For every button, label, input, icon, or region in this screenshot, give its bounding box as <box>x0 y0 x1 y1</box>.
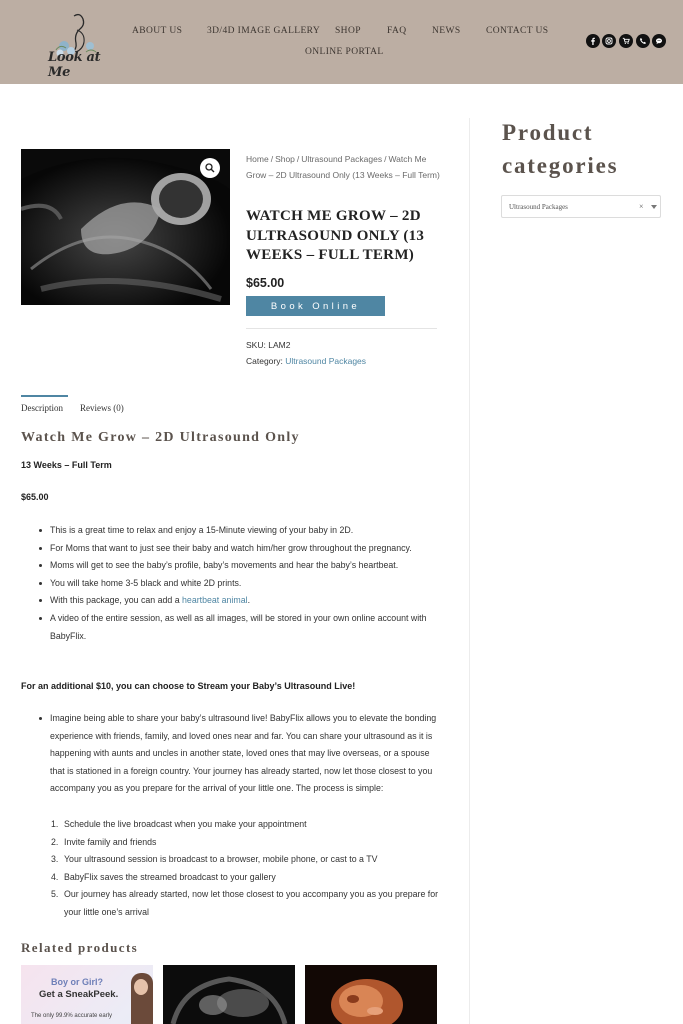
card-line1: Boy or Girl? <box>51 977 104 987</box>
site-header <box>0 0 683 84</box>
divider <box>246 328 437 329</box>
heartbeat-animal-link[interactable]: heartbeat animal <box>182 595 248 606</box>
phone-icon[interactable] <box>636 34 650 48</box>
list-item: Moms will get to see the baby’s profile, baby’s movements and hear the baby’s heartbeat. <box>21 557 441 575</box>
list-item: 5. Our journey has already started, now let those closest to you accompany you as you prepare for your little one’s arrival <box>51 889 439 917</box>
card-line3: The only 99.9% accurate early <box>31 1013 113 1019</box>
chevron-down-icon[interactable] <box>651 205 657 209</box>
product-title: WATCH ME GROW – 2D ULTRASOUND ONLY (13 WEEKS – FULL TERM) <box>246 208 425 263</box>
sku-value: LAM2 <box>268 340 291 350</box>
nav-contact-us[interactable]: CONTACT US <box>486 26 549 36</box>
tab-description[interactable]: Description <box>21 403 63 413</box>
breadcrumb-shop[interactable]: Shop <box>275 154 295 164</box>
product-sku: SKU: LAM2 <box>246 340 291 350</box>
nav-faq[interactable]: FAQ <box>387 26 407 36</box>
stream-list <box>21 710 441 798</box>
list-item: 2. Invite family and friends <box>51 836 157 847</box>
related-heading: Related products <box>21 940 139 955</box>
related-product-2d[interactable] <box>163 965 295 1024</box>
sidebar-divider <box>469 118 470 1024</box>
nav-shop[interactable]: SHOP <box>335 26 361 36</box>
facebook-icon[interactable] <box>586 34 600 48</box>
breadcrumb-category[interactable]: Ultrasound Packages <box>301 154 383 164</box>
nav-online-portal[interactable]: ONLINE PORTAL <box>305 47 384 57</box>
chat-icon[interactable] <box>652 34 666 48</box>
feature-list <box>21 522 441 645</box>
sidebar-title: Product categories <box>502 120 619 178</box>
list-item: A video of the entire session, as well as all images, will be stored in your own online account with BabyFlix. <box>21 610 441 645</box>
breadcrumb-current: Watch Me Grow – 2D Ultrasound Only (13 Weeks – Full Term) <box>246 154 440 180</box>
stream-heading: For an additional $10, you can choose to Stream your Baby’s Ultrasound Live! <box>21 681 356 691</box>
category-select[interactable] <box>501 195 661 218</box>
cart-icon[interactable] <box>619 34 633 48</box>
active-tab-indicator <box>21 395 68 397</box>
breadcrumb: Home / Shop / Ultrasound Packages / Watch Me Grow – 2D Ultrasound Only (13 Weeks – Full Term) <box>246 154 440 180</box>
site-logo[interactable] <box>44 10 114 80</box>
list-item: For Moms that want to just see their baby and watch him/her grow throughout the pregnancy. <box>21 540 441 558</box>
nav-about-us[interactable]: ABOUT US <box>132 26 183 36</box>
related-product-sneakpeek[interactable] <box>21 965 153 1024</box>
card-line2: Get a SneakPeek. <box>39 989 119 1000</box>
description-subheading: 13 Weeks – Full Term <box>21 460 112 470</box>
tab-reviews[interactable]: Reviews (0) <box>80 403 124 413</box>
list-item: 3. Your ultrasound session is broadcast to a browser, mobile phone, or cast to a TV <box>51 854 378 865</box>
list-item: 1. Schedule the live broadcast when you make your appointment <box>51 819 307 829</box>
category-link[interactable]: Ultrasound Packages <box>285 356 367 366</box>
book-online-button[interactable]: Book Online <box>246 296 385 316</box>
instagram-icon[interactable] <box>602 34 616 48</box>
breadcrumb-home[interactable]: Home <box>246 154 269 164</box>
list-item: You will take home 3-5 black and white 2D prints. <box>21 575 441 593</box>
product-category: Category: Ultrasound Packages <box>246 356 367 366</box>
product-price: $65.00 <box>246 276 285 290</box>
description-heading: Watch Me Grow – 2D Ultrasound Only <box>21 430 300 445</box>
list-item: This is a great time to relax and enjoy a 15-Minute viewing of your baby in 2D. <box>21 522 441 540</box>
list-item: With this package, you can add a heartbeat animal. <box>21 592 441 610</box>
steps-list <box>21 816 441 922</box>
product-image[interactable] <box>21 149 230 305</box>
clear-icon[interactable]: × <box>639 202 644 211</box>
list-item: Imagine being able to share your baby’s ultrasound live! BabyFlix allows you to elevate the bonding experience with friends, family, and loved ones near and far. You can share your ultrasound as it is happening with aunts and uncles in another state, loved ones that may live overseas, or a spouse that is stationed in a foreign country. Your journey has already started, now let those closest to you accompany you as you prepare for the arrival of your little one. The process is simple: <box>21 710 441 798</box>
nav-gallery[interactable]: 3D/4D IMAGE GALLERY <box>207 26 321 36</box>
nav-news[interactable]: NEWS <box>432 26 461 36</box>
description-price: $65.00 <box>21 492 49 502</box>
list-item: 4. BabyFlix saves the streamed broadcast to your gallery <box>51 871 276 882</box>
related-product-3d[interactable] <box>305 965 437 1024</box>
logo-wordmark: Look at Me <box>48 50 101 80</box>
zoom-icon[interactable] <box>200 158 220 178</box>
category-select-value: Ultrasound Packages <box>509 203 568 211</box>
